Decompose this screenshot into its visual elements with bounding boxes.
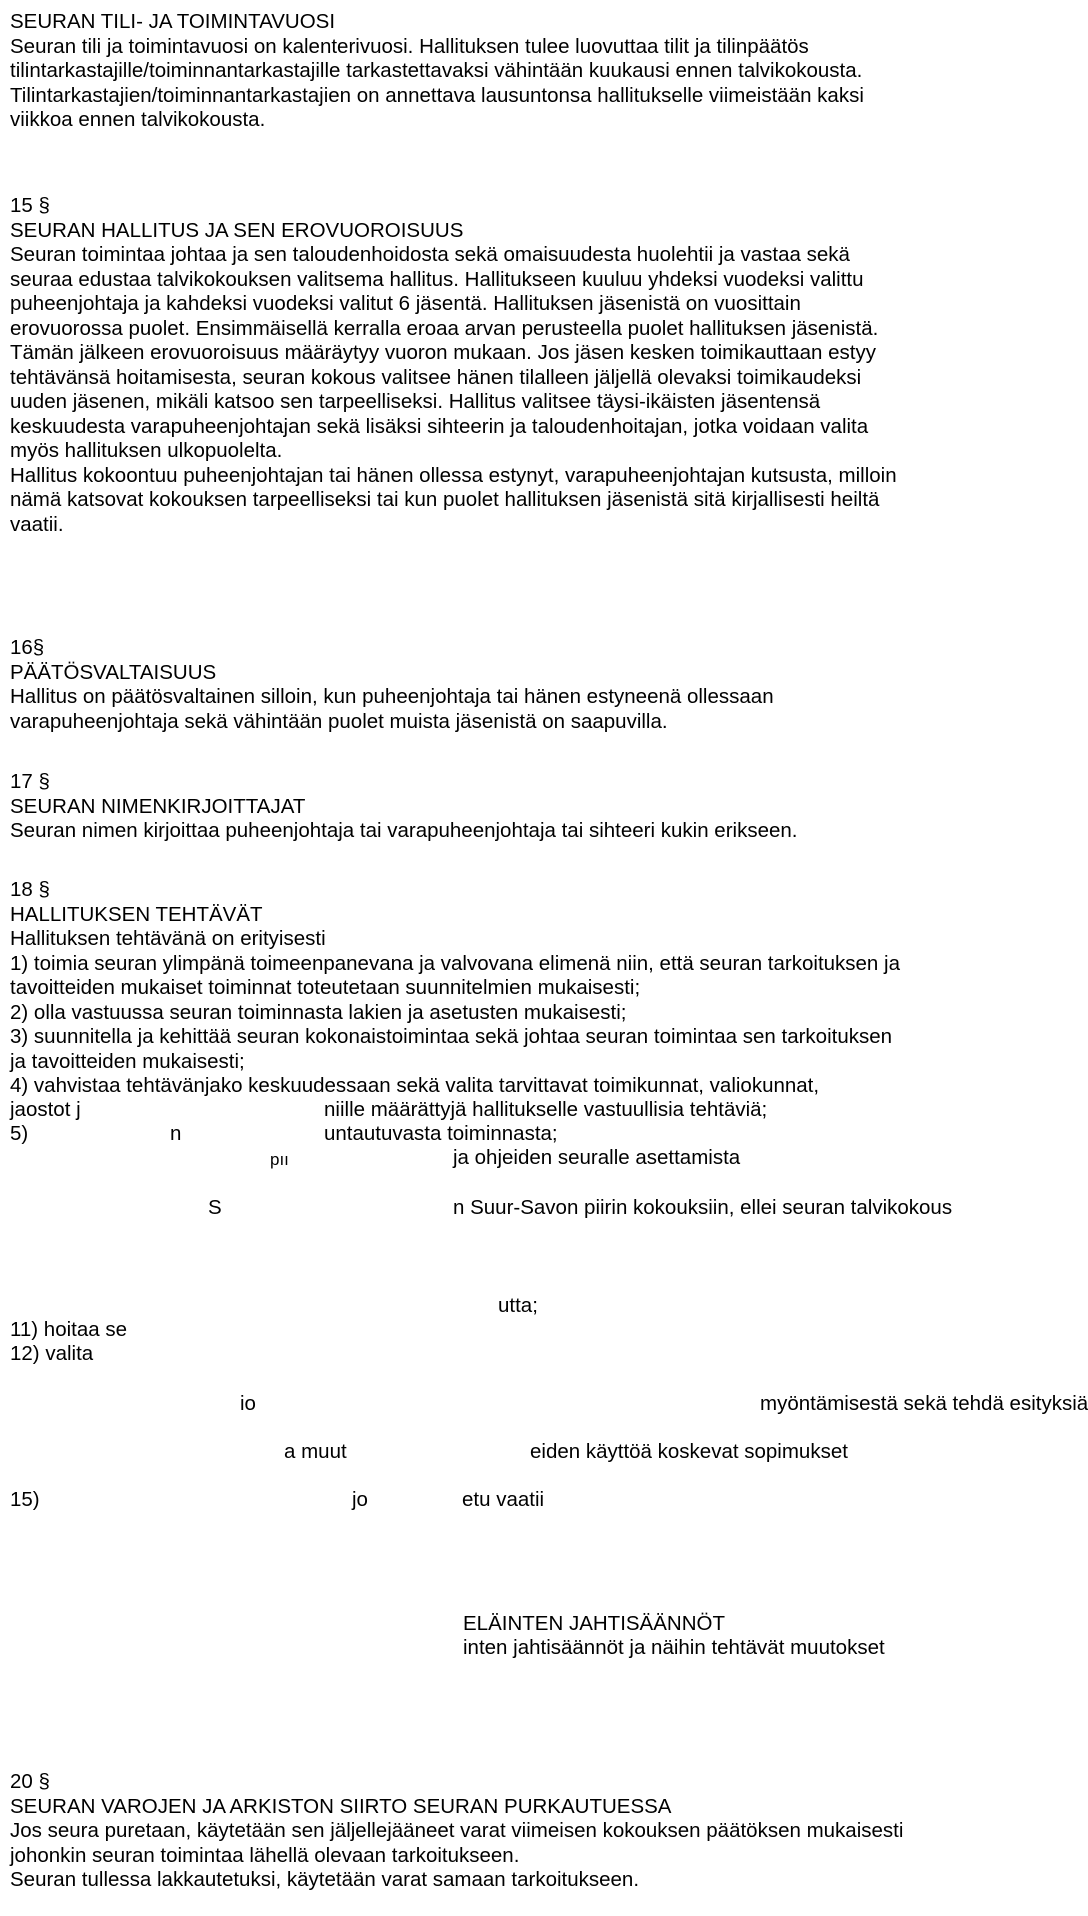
section-16 <box>10 636 1016 734</box>
section-18 <box>10 878 1016 1099</box>
section-heading: SEURAN HALLITUS JA SEN EROVUOROISUUS <box>10 218 464 242</box>
text-fragment: etu vaatii <box>462 1488 545 1511</box>
text-fragment: utta; <box>498 1294 538 1317</box>
text-line: 3) suunnitella ja kehittää seuran kokonaistoimintaa sekä johtaa seuran toimintaa sen tarkoituksen <box>10 1025 893 1048</box>
text-line: Tilintarkastajien/toiminnantarkastajien on annettava lausuntonsa hallitukselle viimeistään kaksi <box>10 83 864 107</box>
section-number: 15 § <box>10 194 50 217</box>
section-heading: HALLITUKSEN TEHTÄVÄT <box>10 902 263 926</box>
section-number: 18 § <box>10 878 50 901</box>
text-line: nämä katsovat kokouksen tarpeelliseksi tai kun puolet hallituksen jäsenistä sitä kirjallisesti heiltä <box>10 488 880 511</box>
text-fragment: pıı <box>270 1150 289 1169</box>
text-line: erovuorossa puolet. Ensimmäisellä kerralla eroaa arvan perusteella puolet hallituksen jäsenistä. <box>10 316 879 340</box>
text-fragment: untautuvasta toiminnasta; <box>324 1122 558 1145</box>
text-line: johonkin seuran toimintaa lähellä olevaan tarkoitukseen. <box>10 1843 520 1867</box>
text-line: ja tavoitteiden mukaisesti; <box>10 1049 245 1073</box>
text-fragment: eiden käyttöä koskevat sopimukset <box>530 1440 848 1463</box>
text-fragment: 12) valita <box>10 1342 94 1365</box>
text-line: Jos seura puretaan, käytetään sen jäljellejääneet varat viimeisen kokouksen päätöksen mukaisesti <box>10 1819 904 1842</box>
text-line: viikkoa ennen talvikokousta. <box>10 108 266 131</box>
section-heading: SEURAN NIMENKIRJOITTAJAT <box>10 794 306 818</box>
document-page <box>10 0 1088 1916</box>
text-line: uuden jäsenen, mikäli katsoo sen tarpeelliseksi. Hallitus valitsee täysi-ikäisten jäsentensä <box>10 390 821 413</box>
text-fragment: jo <box>352 1488 368 1511</box>
text-line: 1) toimia seuran ylimpänä toimeenpanevana ja valvovana elimenä niin, että seuran tarkoituksen ja <box>10 951 900 975</box>
text-line: tavoitteiden mukaiset toiminnat toteutetaan suunnitelmien mukaisesti; <box>10 976 641 999</box>
text-line: Seuran tullessa lakkautetuksi, käytetään varat samaan tarkoitukseen. <box>10 1868 640 1891</box>
text-fragment: n <box>170 1122 182 1145</box>
text-line: tehtävänsä hoitamisesta, seuran kokous valitsee hänen tilalleen jäljellä olevaksi toimikaudeksi <box>10 365 862 389</box>
section-number: 16§ <box>10 636 45 659</box>
text-line: tilintarkastajille/toiminnantarkastajille tarkastettavaksi vähintään kuukausi ennen talvikokousta. <box>10 59 863 82</box>
section-number: 20 § <box>10 1770 50 1793</box>
text-fragment: niille määrättyjä hallitukselle vastuullisia tehtäviä; <box>324 1098 768 1121</box>
text-line: 2) olla vastuussa seuran toiminnasta lakien ja asetusten mukaisesti; <box>10 1000 627 1024</box>
text-fragment: 15) <box>10 1488 40 1511</box>
text-line: Hallitus on päätösvaltainen silloin, kun puheenjohtaja tai hänen estyneenä ollessaan <box>10 685 774 708</box>
section-heading-fragment: ELÄINTEN JAHTISÄÄNNÖT <box>463 1612 725 1635</box>
text-line: myös hallituksen ulkopuolelta. <box>10 439 283 462</box>
text-fragment: jaostot j <box>10 1098 81 1121</box>
text-fragment: 5) <box>10 1122 29 1145</box>
text-fragment: S <box>208 1196 222 1219</box>
text-line: Seuran nimen kirjoittaa puheenjohtaja tai varapuheenjohtaja tai sihteeri kukin erikseen. <box>10 819 798 842</box>
text-line: keskuudesta varapuheenjohtajan sekä lisäksi sihteerin ja taloudenhoitajan, jotka voidaan valita <box>10 414 869 438</box>
section-heading: PÄÄTÖSVALTAISUUS <box>10 660 217 684</box>
text-line: Hallituksen tehtävänä on erityisesti <box>10 927 326 950</box>
text-line: Tämän jälkeen erovuoroisuus määräytyy vuoron mukaan. Jos jäsen kesken toimikauttaan estyy <box>10 341 876 364</box>
section-15 <box>10 194 1016 537</box>
section-17 <box>10 770 1016 844</box>
text-line: 4) vahvistaa tehtävänjako keskuudessaan sekä valita tarvittavat toimikunnat, valiokunnat, <box>10 1074 820 1097</box>
text-fragment: n Suur-Savon piirin kokouksiin, ellei seuran talvikokous <box>453 1196 953 1219</box>
text-line: Hallitus kokoontuu puheenjohtajan tai hänen ollessa estynyt, varapuheenjohtajan kutsusta, milloin <box>10 463 897 487</box>
section-number: 17 § <box>10 770 50 793</box>
section-20 <box>10 1770 1016 1893</box>
text-line: Seuran toimintaa johtaa ja sen taloudenhoidosta sekä omaisuudesta huolehtii ja vastaa sekä <box>10 243 850 266</box>
section-heading: SEURAN VAROJEN JA ARKISTON SIIRTO SEURAN PURKAUTUESSA <box>10 1794 672 1818</box>
section-14 <box>10 10 1016 133</box>
text-fragment: 11) hoitaa se <box>10 1318 128 1341</box>
text-fragment: ja ohjeiden seuralle asettamista <box>453 1146 741 1169</box>
text-line: varapuheenjohtaja sekä vähintään puolet muista jäsenistä on saapuvilla. <box>10 709 668 733</box>
text-fragment: inten jahtisäännöt ja näihin tehtävät muutokset <box>463 1636 885 1659</box>
text-fragment: a muut <box>284 1440 347 1463</box>
text-fragment: io <box>240 1392 256 1415</box>
section-heading: SEURAN TILI- JA TOIMINTAVUOSI <box>10 10 336 33</box>
text-line: Seuran tili ja toimintavuosi on kalenterivuosi. Hallituksen tulee luovuttaa tilit ja tilinpäätös <box>10 34 809 58</box>
text-line: vaatii. <box>10 512 64 536</box>
text-line: seuraa edustaa talvikokouksen valitsema hallitus. Hallitukseen kuuluu yhdeksi vuodeksi valittu <box>10 267 864 291</box>
text-fragment: myöntämisestä sekä tehdä esityksiä <box>760 1392 1088 1415</box>
text-line: puheenjohtaja ja kahdeksi vuodeksi valitut 6 jäsentä. Hallituksen jäsenistä on vuosittain <box>10 292 801 315</box>
